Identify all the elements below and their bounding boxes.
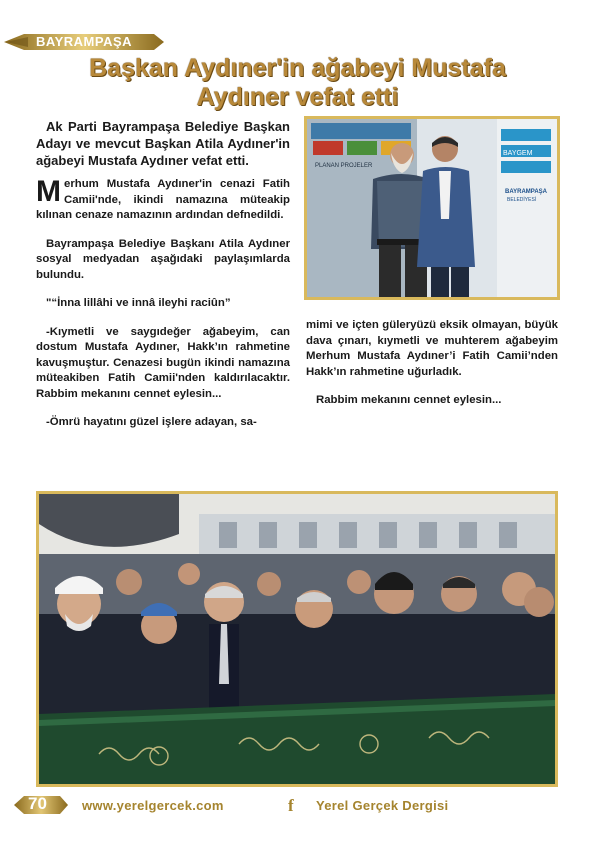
paragraph-5-continued: mimi ve içten güleryüzü eksik olmayan, büyük dava çınarı, kıymetli ve muhterem ağabeyim Merhum Mustafa Aydıner’i Fatih Camii’nden Hakk’ın rahmetine uğurladık. xyxy=(306,319,558,378)
portrait-photo-illustration xyxy=(307,119,557,297)
funeral-photo-illustration xyxy=(39,494,555,784)
sign-projects: PLANAN PROJELER xyxy=(315,163,373,169)
section-label: BAYRAMPAŞA xyxy=(36,34,133,49)
paragraph-4: -Kıymetli ve saygıdeğer ağabeyim, can dostum Mustafa Aydıner, Hakk’ın rahmetine kavuşmuştur. Cenazesi bugün ikindi namazına müteakiben Fatih Camii'nden kaldırılacaktır. Rabbim mekanını cennet eylesin... xyxy=(36,325,290,400)
section-banner xyxy=(4,33,164,51)
left-column xyxy=(36,118,290,444)
headline-line-2: Aydıner vefat etti xyxy=(196,83,399,111)
portrait-photo xyxy=(304,116,560,300)
website-link[interactable]: www.yerelgercek.com xyxy=(82,798,224,813)
page-number: 70 xyxy=(28,794,47,813)
funeral-photo xyxy=(36,491,558,787)
article-lead: Ak Parti Bayrampaşa Belediye Başkan Adayı ve mevcut Başkan Atila Aydıner'in ağabeyi Mustafa Aydıner vefat etti. xyxy=(36,119,290,168)
sign-baygem: BAYGEM xyxy=(503,150,533,157)
headline-line-1: Başkan Aydıner'in ağabeyi Mustafa xyxy=(89,54,506,82)
facebook-icon: f xyxy=(288,796,294,815)
paragraph-5-start: -Ömrü hayatını güzel işlere adayan, sa- xyxy=(46,416,257,428)
headline xyxy=(30,54,565,112)
paragraph-3: "“İnna lillâhi ve innâ ileyhi raciûn” xyxy=(46,297,231,309)
magazine-name: Yerel Gerçek Dergisi xyxy=(316,798,449,813)
paragraph-1-text: erhum Mustafa Aydıner'in cenazi Fatih Camii'nde, ikindi namazına müteakip kılınan cenaze namazının ardından defnedildi. xyxy=(36,178,290,221)
drop-cap: M xyxy=(36,175,61,208)
paragraph-1 xyxy=(36,177,290,224)
paragraph-6: Rabbim mekanını cennet eylesin... xyxy=(316,394,502,406)
page-footer xyxy=(0,791,595,819)
sign-belediye: BELEDİYESİ xyxy=(507,197,537,203)
paragraph-2: Bayrampaşa Belediye Başkanı Atila Aydıner sosyal medyadan aşağıdaki paylaşımlarda bulundu. xyxy=(36,237,290,281)
right-column xyxy=(306,318,558,422)
sign-bayrampasa: BAYRAMPAŞA xyxy=(505,189,548,195)
